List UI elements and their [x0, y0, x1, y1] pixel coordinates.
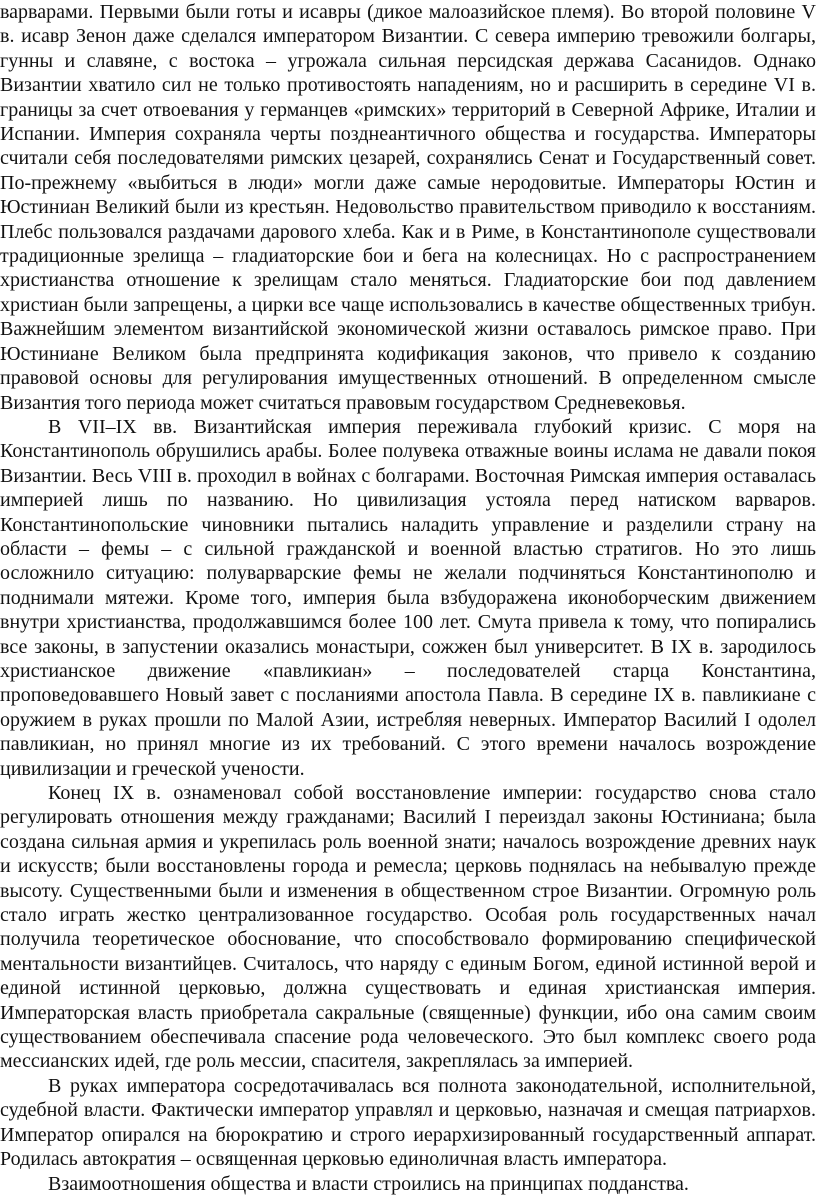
paragraph-crisis-7th-9th-centuries: В VII–IX вв. Византийская империя переживала глубокий кризис. С моря на Константинополь обрушились арабы. Более полувека отважные воины ислама не давали покоя Византии. Весь VIII в. проходил в войнах с болгарами. Восточная Римская империя оставалась империей лишь по названию. Но цивилизация устояла перед натиском варваров. Константинопольские чиновники пытались наладить управление и разделили страну на области – фемы – с сильной гражданской и военной властью стратигов. Но это лишь осложнило ситуацию: полуварварские фемы не желали подчиняться Константинополю и поднимали мятежи. Кроме того, империя была взбудоражена иконоборческим движением внутри христианства, продолжавшимся более 100 лет. Смута привела к тому, что попирались все законы, в запустении оказались монастыри, сожжен был университет. В IX в. зародилось христианское движение «павликиан» – последователей старца Константина, проповедовавшего Новый завет с посланиями апостола Павла. В середине IX в. павликиане с оружием в руках прошли по Малой Азии, истребляя неверных. Император Василий I одолел павликиан, но принял многие из их требований. С этого времени началось возрождение цивилизации и греческой учености.: [0, 415, 816, 780]
paragraph-society-and-power: Взаимоотношения общества и власти строились на принципах подданства.: [48, 1172, 689, 1195]
paragraph-restoration-of-empire: Конец IX в. ознаменовал собой восстановление империи: государство снова стало регулировать отношения между гражданами; Василий I переиздал законы Юстиниана; была создана сильная армия и укрепилась роль военной знати; началось возрождение древних наук и искусств; были восстановлены города и ремесла; церковь поднялась на небывалую прежде высоту. Существенными были и изменения в общественном строе Византии. Огромную роль стало играть жестко централизованное государство. Особая роль государственных начал получила теоретическое обоснование, что способствовало формированию специфической ментальности византийцев. Считалось, что наряду с единым Богом, единой истинной верой и единой истинной церковью, должна существовать и единая христианская империя. Императорская власть приобретала сакральные (священные) функции, ибо она самим своим существованием обеспечивала спасение рода человеческого. Это был комплекс своего рода мессианских идей, где роль мессии, спасителя, закреплялась за империей.: [0, 782, 816, 1073]
paragraph-barbarians-and-roman-law: варварами. Первыми были готы и исавры (дикое малоазийское племя). Во второй половине V в. исавр Зенон даже сделался императором Византии. С севера империю тревожили болгары, гунны и славяне, с востока – угрожала сильная персидская держава Сасанидов. Однако Византии хватило сил не только противостоять нападениям, но и расширить в середине VI в. границы за счет отвоевания у германцев «римских» территорий в Северной Африке, Италии и Испании. Империя сохраняла черты позднеантичного общества и государства. Императоры считали себя последователями римских цезарей, сохранялись Сенат и Государственный совет. По-прежнему «выбиться в люди» могли даже самые неродовитые. Императоры Юстин и Юстиниан Великий были из крестьян. Недовольство правительством приводило к восстаниям. Плебс пользовался раздачами дарового хлеба. Как и в Риме, в Константинополе существовали традиционные зрелища – гладиаторские бои и бега на колесницах. Но с распространением христианства отношение к зрелищам стало меняться. Гладиаторские бои под давлением христиан были запрещены, а цирки все чаще использовались в качестве общественных трибун. Важнейшим элементом византийской экономической жизни оставалось римское право. При Юстиниане Великом была предпринята кодификация законов, что привело к созданию правовой основы для регулирования имущественных отношений. В определенном смысле Византия того периода может считаться правовым государством Средневековья.: [0, 1, 816, 414]
paragraph-imperial-power: В руках императора сосредотачивалась вся полнота законодательной, исполнительной, судебной власти. Фактически император управлял и церковью, назначая и смещая патриархов. Император опирался на бюрократию и строго иерархизированный государственный аппарат. Родилась автократия – освященная церковью единоличная власть императора.: [0, 1074, 816, 1171]
